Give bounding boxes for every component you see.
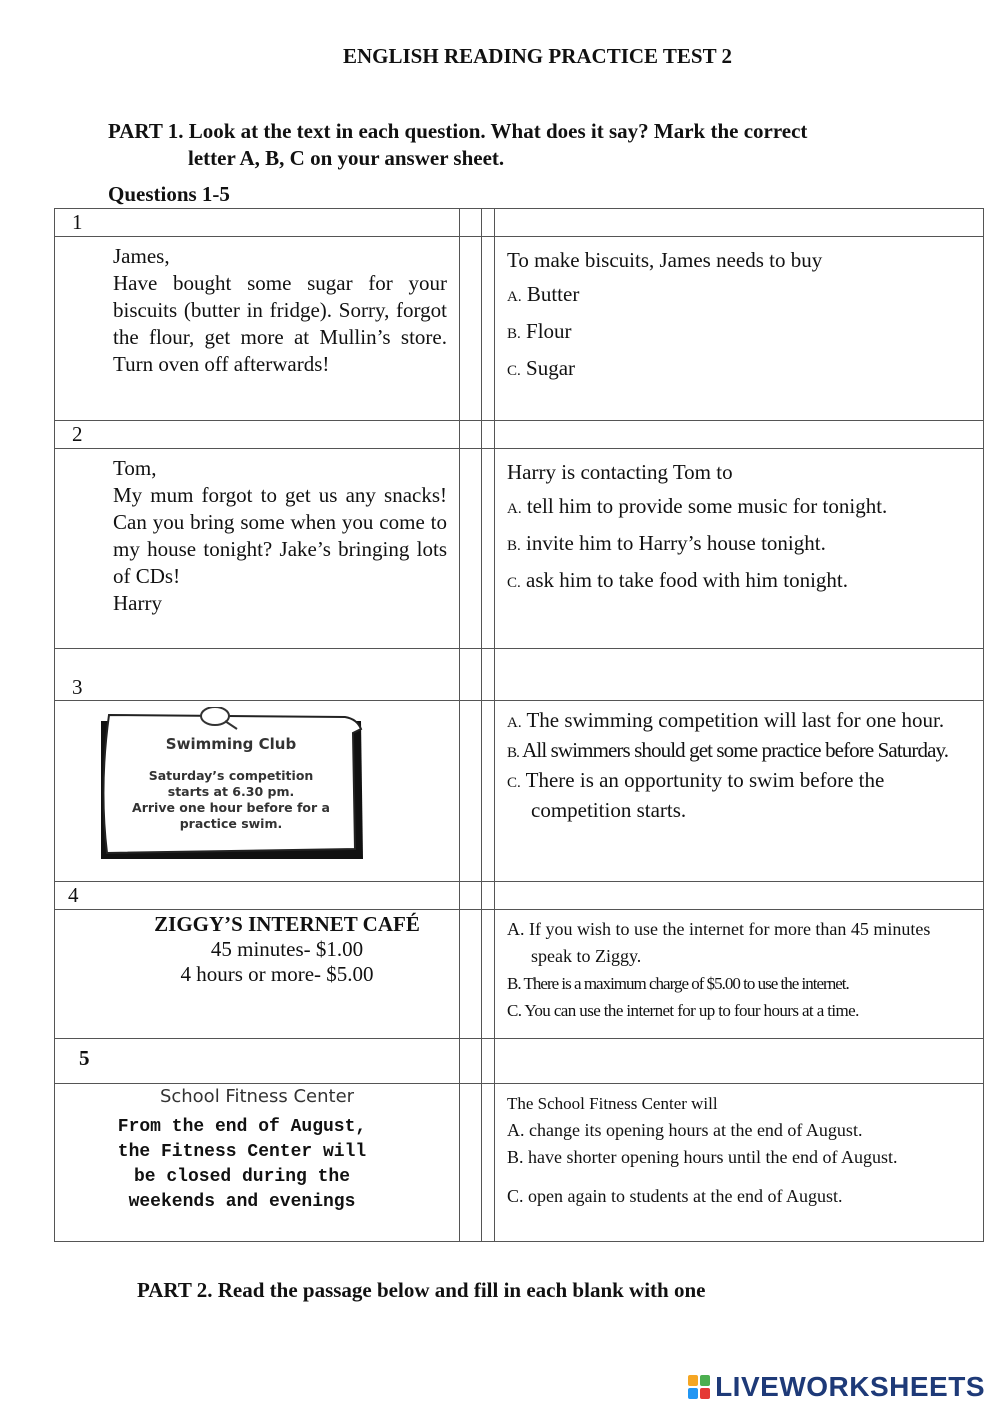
- liveworksheets-logo[interactable]: [687, 1371, 985, 1403]
- q2-option-a[interactable]: A. tell him to provide some music for tonight.: [507, 494, 888, 518]
- q5-option-c[interactable]: C. open again to students at the end of August.: [507, 1186, 843, 1206]
- fitness-sign-title: School Fitness Center: [159, 1086, 355, 1107]
- poster-title: Swimming Club: [165, 735, 297, 753]
- cafe-price-1: 45 minutes- $1.00: [210, 937, 364, 961]
- q5-row: [55, 1084, 984, 1242]
- questions-heading: Questions 1-5: [108, 182, 230, 206]
- q2-answers: [495, 449, 984, 649]
- q4-option-a[interactable]: A. If you wish to use the internet for more than 45 minutes speak to Ziggy.: [507, 919, 931, 966]
- part1-instructions: [108, 118, 968, 172]
- q1-option-c[interactable]: C. Sugar: [507, 356, 576, 380]
- q2-option-c[interactable]: C. ask him to take food with him tonight.: [507, 568, 848, 592]
- q5-option-a[interactable]: A. change its opening hours at the end of August.: [507, 1120, 863, 1140]
- q4-row: [55, 910, 984, 1039]
- q1-number: 1: [55, 209, 460, 237]
- q4-option-b[interactable]: B. There is a maximum charge of $5.00 to use the internet.: [507, 974, 849, 993]
- poster-line2: starts at 6.30 pm.: [167, 784, 295, 799]
- fitness-sign-body: From the end of August, the Fitness Center will be closed during the weekends and evenings: [117, 1117, 367, 1212]
- questions-table: [54, 208, 984, 1242]
- poster-line4: practice swim.: [179, 816, 283, 831]
- q2-row: [55, 449, 984, 649]
- page-title: ENGLISH READING PRACTICE TEST 2: [343, 44, 732, 68]
- q1-note-greeting: James,: [113, 244, 170, 268]
- q4-answers: [495, 910, 984, 1039]
- q4-number-row: [55, 882, 984, 910]
- q3-option-b[interactable]: B. All swimmers should get some practice before Saturday.: [507, 738, 949, 762]
- part2-instructions: PART 2. Read the passage below and fill in each blank with one: [137, 1278, 706, 1302]
- q5-answers: [495, 1084, 984, 1242]
- q5-sign: [55, 1084, 460, 1242]
- q1-row: [55, 237, 984, 421]
- q5-number-row: [55, 1039, 984, 1084]
- q2-note-signature: Harry: [113, 591, 162, 615]
- pin-icon: [201, 707, 229, 725]
- q1-option-b[interactable]: B. Flour: [507, 319, 572, 343]
- q2-number-row: [55, 421, 984, 449]
- poster-line1: Saturday’s competition: [148, 768, 314, 783]
- cafe-price-2: 4 hours or more- $5.00: [180, 962, 374, 986]
- swimming-club-poster: [95, 707, 375, 867]
- q3-option-c[interactable]: C. There is an opportunity to swim before the competition starts.: [507, 768, 885, 822]
- q2-note: [55, 449, 460, 649]
- q5-option-b[interactable]: B. have shorter opening hours until the end of August.: [507, 1147, 898, 1167]
- q1-option-a[interactable]: A. Butter: [507, 282, 580, 306]
- cafe-name: ZIGGY’S INTERNET CAFÉ: [154, 912, 420, 936]
- q1-number-row: [55, 209, 984, 237]
- q2-option-b[interactable]: B. invite him to Harry’s house tonight.: [507, 531, 826, 555]
- q3-option-a[interactable]: A. The swimming competition will last for one hour.: [507, 708, 945, 732]
- poster-line3: Arrive one hour before for a: [132, 800, 330, 815]
- q2-stem: Harry is contacting Tom to: [507, 460, 733, 484]
- q4-cafe-sign: [55, 910, 460, 1039]
- part1-line2: letter A, B, C on your answer sheet.: [188, 146, 505, 170]
- q5-number: 5: [55, 1039, 460, 1084]
- q4-option-c[interactable]: C. You can use the internet for up to four hours at a time.: [507, 1001, 859, 1020]
- q2-note-greeting: Tom,: [113, 456, 157, 480]
- liveworksheets-logo-icon: [687, 1374, 711, 1400]
- q1-note: [55, 237, 460, 421]
- q1-answers: [495, 237, 984, 421]
- q3-number: 3: [55, 649, 460, 701]
- q4-number: 4: [55, 882, 460, 910]
- q2-note-body: My mum forgot to get us any snacks! Can you bring some when you come to my house tonight? Jake’s bringing lots of CDs!: [113, 483, 447, 588]
- q3-poster-cell: [55, 701, 460, 882]
- q1-note-body: Have bought some sugar for your biscuits (butter in fridge). Sorry, forgot the flour, get more at Mullin’s store. Turn oven off afterwards!: [113, 271, 447, 376]
- part1-line1: PART 1. Look at the text in each question. What does it say? Mark the correct: [108, 119, 808, 143]
- q1-stem: To make biscuits, James needs to buy: [507, 248, 823, 272]
- q3-row: [55, 701, 984, 882]
- q2-number: 2: [55, 421, 460, 449]
- q3-answers: [495, 701, 984, 882]
- liveworksheets-logo-text: LIVEWORKSHEETS: [715, 1371, 985, 1402]
- q3-number-row: [55, 649, 984, 701]
- q5-stem: The School Fitness Center will: [507, 1094, 718, 1113]
